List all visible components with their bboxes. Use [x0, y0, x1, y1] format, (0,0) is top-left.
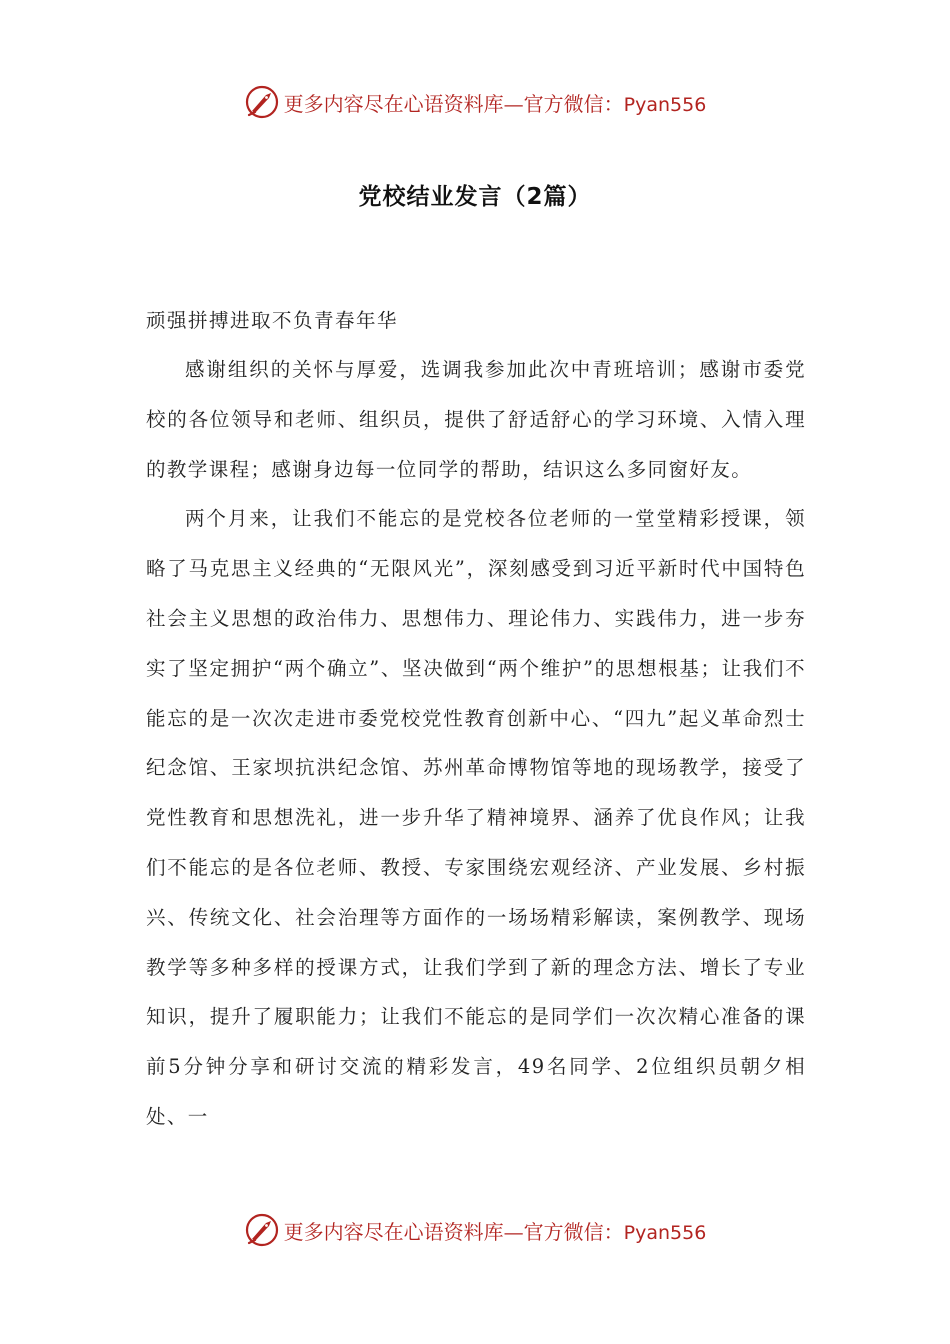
header-banner: [0, 80, 950, 124]
banner-text: [284, 88, 707, 117]
banner-wechat-id: Pyan556: [623, 1221, 707, 1244]
banner-text: [284, 1216, 707, 1245]
document-body: [146, 345, 806, 1142]
document-title: 党校结业发言（2篇）: [358, 184, 592, 210]
pen-nib-circle-icon: [244, 84, 280, 120]
banner-main-text: 更多内容尽在心语资料库—官方微信：: [283, 91, 624, 116]
document-subtitle: 顽强拼搏进取不负青春年华: [146, 309, 399, 332]
paragraph: 感谢组织的关怀与厚爱，选调我参加此次中青班培训；感谢市委党校的各位领导和老师、组织员，提供了舒适舒心的学习环境、入情入理的教学课程；感谢身边每一位同学的帮助，结识这么多同窗好友。: [146, 358, 806, 481]
pen-nib-circle-icon: [244, 1212, 280, 1248]
paragraph: 两个月来，让我们不能忘的是党校各位老师的一堂堂精彩授课，领略了马克思主义经典的“无限风光”，深刻感受到习近平新时代中国特色社会主义思想的政治伟力、思想伟力、理论伟力、实践伟力，进一步夯实了坚定拥护“两个确立”、坚决做到“两个维护”的思想根基；让我们不能忘的是一次次走进市委党校党性教育创新中心、“四九”起义革命烈士纪念馆、王家坝抗洪纪念馆、苏州革命博物馆等地的现场教学，接受了党性教育和思想洗礼，进一步升华了精神境界、涵养了优良作风；让我们不能忘的是各位老师、教授、专家围绕宏观经济、产业发展、乡村振兴、传统文化、社会治理等方面作的一场场精彩解读，案例教学、现场教学等多种多样的授课方式，让我们学到了新的理念方法、增长了专业知识，提升了履职能力；让我们不能忘的是同学们一次次精心准备的课前5分钟分享和研讨交流的精彩发言，49名同学、2位组织员朝夕相处、一: [146, 507, 806, 1128]
banner-main-text: 更多内容尽在心语资料库—官方微信：: [283, 1219, 624, 1244]
footer-banner: [0, 1208, 950, 1252]
banner-wechat-id: Pyan556: [623, 93, 707, 116]
